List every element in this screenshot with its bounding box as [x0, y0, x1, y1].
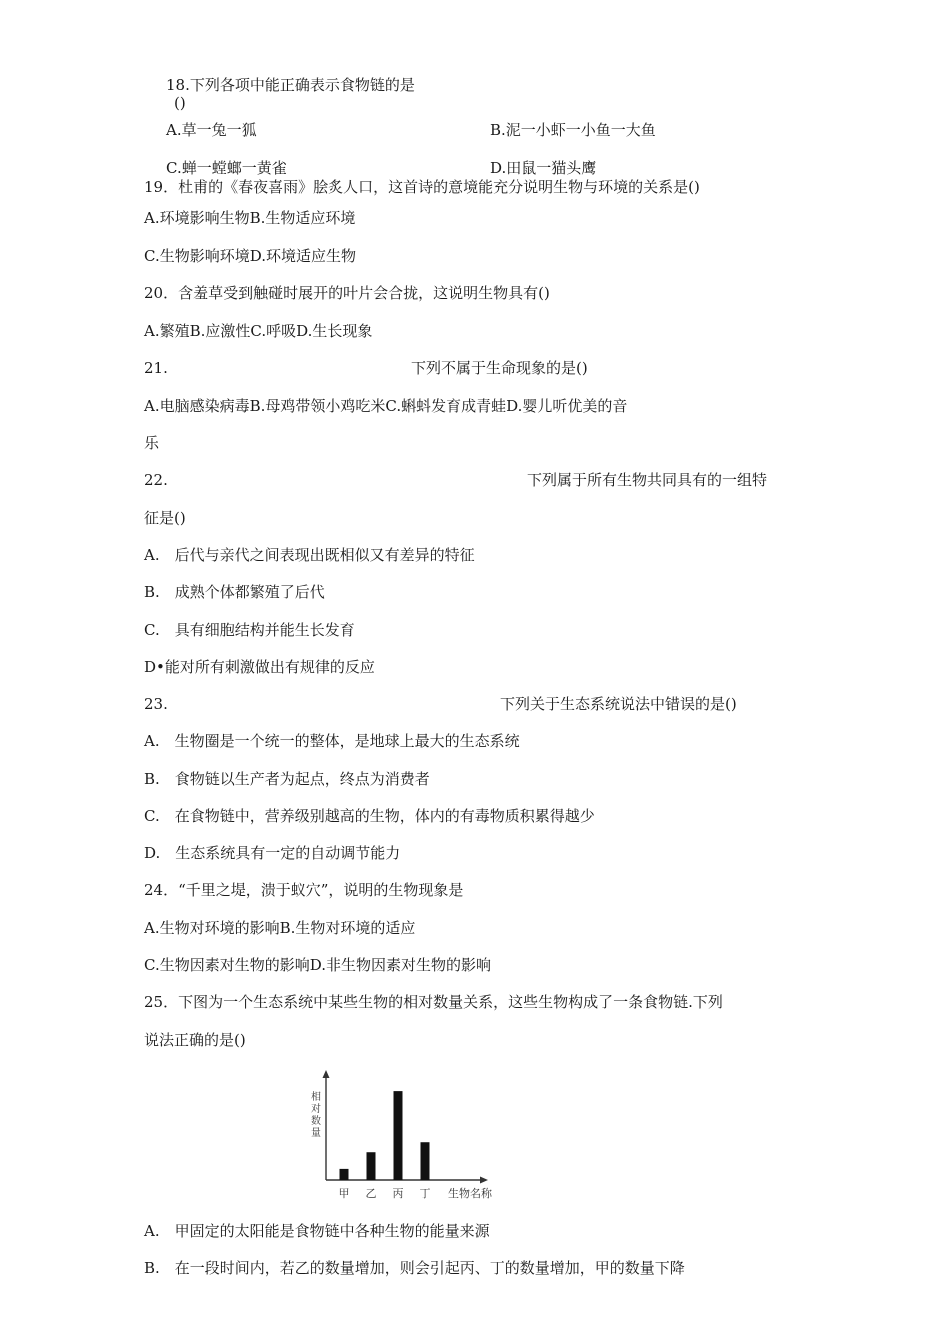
bar-丙	[394, 1091, 403, 1180]
q19-stem: 19．杜甫的《春夜喜雨》脍炙人口，这首诗的意境能充分说明生物与环境的关系是()	[144, 178, 700, 196]
q18-stem: 18.下列各项中能正确表示食物链的是	[166, 76, 415, 94]
q25-stem: 25．下图为一个生态系统中某些生物的相对数量关系，这些生物构成了一条食物链.下列	[144, 993, 723, 1011]
q21-options-continued: 乐	[144, 434, 160, 452]
q23-option-a: A. 生物圈是一个统一的整体，是地球上最大的生态系统	[144, 732, 520, 750]
q22-option-b: B. 成熟个体都繁殖了后代	[144, 583, 325, 601]
q23-option-c: C. 在食物链中，营养级别越高的生物，体内的有毒物质积累得越少	[144, 807, 595, 825]
q25-option-a: A. 甲固定的太阳能是食物链中各种生物的能量来源	[144, 1222, 490, 1240]
q22-option-c: C. 具有细胞结构并能生长发育	[144, 621, 355, 639]
q18-option-a: A.草一兔一狐	[166, 121, 257, 139]
x-tick-label: 乙	[365, 1187, 377, 1200]
q22-option-a: A. 后代与亲代之间表现出既相似又有差异的特征	[144, 546, 475, 564]
q21-number: 21.	[144, 359, 168, 377]
q23-stem: 下列关于生态系统说法中错误的是()	[500, 695, 737, 713]
q24-stem: 24．“千里之堤，溃于蚁穴”，说明的生物现象是	[144, 881, 464, 899]
x-tick-label: 丙	[392, 1187, 404, 1200]
q23-number: 23.	[144, 695, 168, 713]
q19-options-cd: C.生物影响环境D.环境适应生物	[144, 247, 356, 265]
q22-stem: 下列属于所有生物共同具有的一组特	[527, 471, 768, 489]
q23-option-d: D. 生态系统具有一定的自动调节能力	[144, 844, 401, 862]
q21-options: A.电脑感染病毒B.母鸡带领小鸡吃米C.蝌蚪发育成青蛙D.婴儿听优美的音	[144, 397, 628, 415]
q18-option-b: B.泥一小虾一小鱼一大鱼	[490, 121, 656, 139]
q18-option-d: D.田鼠一猫头鹰	[490, 159, 597, 177]
q25-option-b: B. 在一段时间内，若乙的数量增加，则会引起丙、丁的数量增加，甲的数量下降	[144, 1259, 685, 1277]
q18-paren: ()	[174, 94, 186, 112]
q22-option-d: D•能对所有刺激做出有规律的反应	[144, 658, 375, 676]
q22-stem-continued: 征是()	[144, 509, 186, 527]
y-axis-label: 相对数量	[311, 1092, 321, 1139]
q20-options: A.繁殖B.应激性C.呼吸D.生长现象	[144, 322, 373, 340]
q24-options-ab: A.生物对环境的影响B.生物对环境的适应	[144, 919, 416, 937]
q25-stem-continued: 说法正确的是()	[144, 1031, 246, 1049]
q20-stem: 20．含羞草受到触碰时展开的叶片会合拢，这说明生物具有()	[144, 284, 550, 302]
bar-甲	[340, 1169, 349, 1180]
q22-number: 22.	[144, 471, 168, 489]
q24-options-cd: C.生物因素对生物的影响D.非生物因素对生物的影响	[144, 956, 491, 974]
x-tick-label: 丁	[419, 1187, 431, 1200]
bar-乙	[367, 1152, 376, 1180]
q18-option-c: C.蝉一螳螂一黄雀	[166, 159, 287, 177]
q21-stem: 下列不属于生命现象的是()	[411, 359, 588, 377]
q19-options-ab: A.环境影响生物B.生物适应环境	[144, 209, 356, 227]
y-axis-arrow	[323, 1070, 330, 1078]
x-axis-label: 生物名称	[448, 1187, 492, 1200]
bar-丁	[421, 1142, 430, 1180]
q23-option-b: B. 食物链以生产者为起点，终点为消费者	[144, 770, 430, 788]
q25-bar-chart	[296, 1066, 516, 1206]
x-axis-arrow	[480, 1177, 488, 1184]
x-tick-label: 甲	[338, 1187, 350, 1200]
